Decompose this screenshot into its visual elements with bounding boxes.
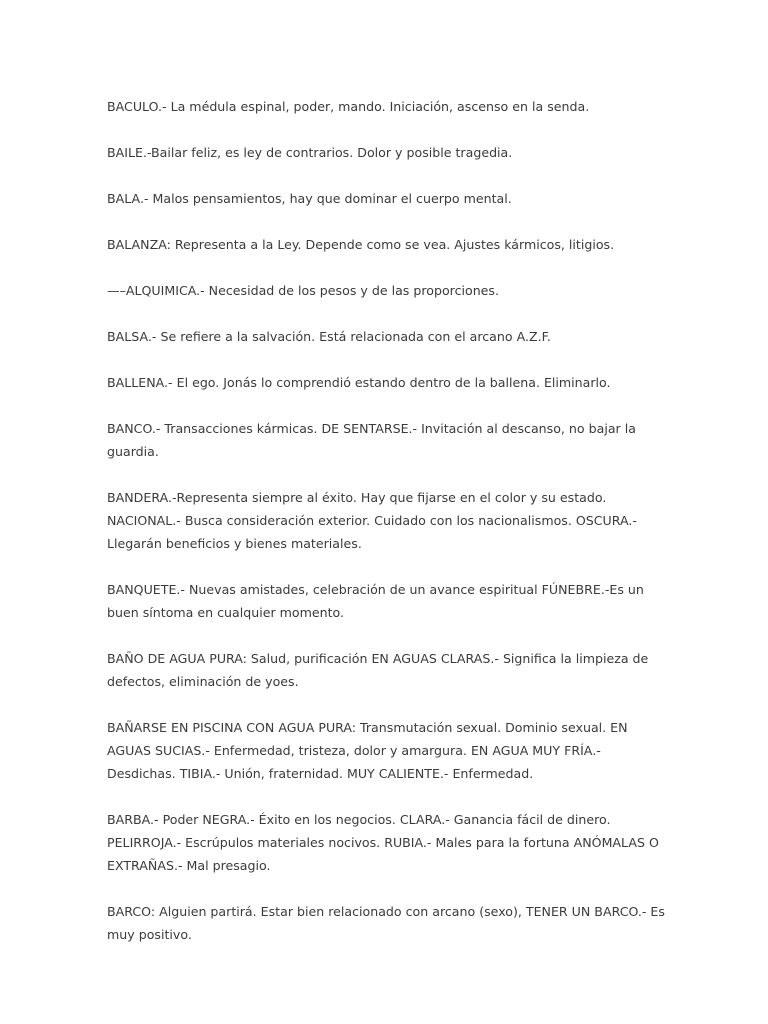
entry-ballena: BALLENA.- El ego. Jonás lo comprendió estando dentro de la ballena. Eliminarlo. <box>107 375 611 390</box>
entry-barba: BARBA.- Poder NEGRA.- Éxito en los negocios. CLARA.- Ganancia fácil de dinero. PELIRROJA.- Escrúpulos materiales nocivos. RUBIA.- Males para la fortuna ANÓMALAS O EXTRAÑAS.- Mal presagio. <box>107 812 659 873</box>
dictionary-entries <box>107 95 667 969</box>
entry-alquimica: —–ALQUIMICA.- Necesidad de los pesos y de las proporciones. <box>107 283 499 298</box>
entry-banquete: BANQUETE.- Nuevas amistades, celebración de un avance espiritual FÚNEBRE.-Es un buen síntoma en cualquier momento. <box>107 582 644 620</box>
entry-banarse: BAÑARSE EN PISCINA CON AGUA PURA: Transmutación sexual. Dominio sexual. EN AGUAS SUCIAS.- Enfermedad, tristeza, dolor y amargura. EN AGUA MUY FRÍA.- Desdichas. TIBIA.- Unión, fraternidad. MUY CALIENTE.- Enfermedad. <box>107 720 628 781</box>
entry-balanza: BALANZA: Representa a la Ley. Depende como se vea. Ajustes kármicos, litigios. <box>107 237 615 252</box>
entry-barco: BARCO: Alguien partirá. Estar bien relacionado con arcano (sexo), TENER UN BARCO.- Es muy positivo. <box>107 904 665 942</box>
entry-baile: BAILE.-Bailar feliz, es ley de contrarios. Dolor y posible tragedia. <box>107 145 513 160</box>
entry-banco: BANCO.- Transacciones kármicas. DE SENTARSE.- Invitación al descanso, no bajar la guardia. <box>107 421 636 459</box>
entry-baculo: BACULO.- La médula espinal, poder, mando. Iniciación, ascenso en la senda. <box>107 99 590 114</box>
entry-bano: BAÑO DE AGUA PURA: Salud, purificación EN AGUAS CLARAS.- Significa la limpieza de defectos, eliminación de yoes. <box>107 651 649 689</box>
entry-bala: BALA.- Malos pensamientos, hay que dominar el cuerpo mental. <box>107 191 512 206</box>
entry-bandera: BANDERA.-Representa siempre al éxito. Hay que fijarse en el color y su estado. NACIONAL.- Busca consideración exterior. Cuidado con los nacionalismos. OSCURA.- Llegarán beneficios y bienes materiales. <box>107 490 637 551</box>
entry-balsa: BALSA.- Se refiere a la salvación. Está relacionada con el arcano A.Z.F. <box>107 329 551 344</box>
